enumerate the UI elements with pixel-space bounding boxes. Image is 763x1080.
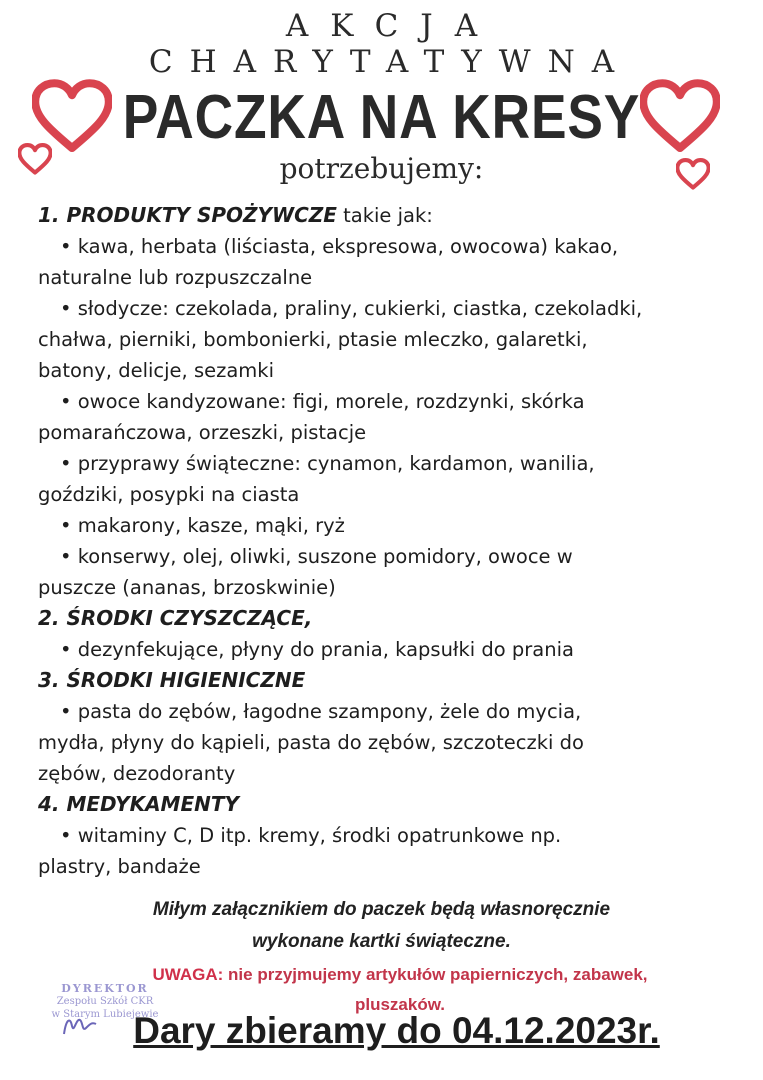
list-item: • witaminy C, D itp. kremy, środki opatrunkowe np.	[60, 824, 562, 847]
page-title: PACZKA NA KRESY	[122, 83, 641, 152]
list-item: • makarony, kasze, mąki, ryż	[60, 514, 345, 537]
list-item: mydła, płyny do kąpieli, pasta do zębów, szczoteczki do	[38, 731, 584, 754]
list-item: • dezynfekujące, płyny do prania, kapsułki do prania	[60, 638, 574, 661]
list-item: • konserwy, olej, oliwki, suszone pomidory, owoce w	[60, 545, 573, 568]
list-item: • przyprawy świąteczne: cynamon, kardamon, wanilia,	[60, 452, 595, 475]
section-heading: 1. PRODUKTY SPOŻYWCZE takie jak:	[38, 203, 433, 227]
heart-small-icon	[18, 143, 52, 175]
list-item: • słodycze: czekolada, praliny, cukierki, ciastka, czekoladki,	[60, 297, 643, 320]
heart-small-icon	[676, 158, 710, 190]
list-item: pomarańczowa, orzeszki, pistacje	[38, 421, 367, 444]
list-item: goździki, posypki na ciasta	[38, 483, 300, 506]
warning-text: nie przyjmujemy artykułów papierniczych, zabawek,	[223, 965, 648, 984]
deadline: Dary zbieramy do 04.12.2023r.	[133, 1010, 660, 1051]
heart-icon	[640, 78, 720, 154]
list-item: batony, delicje, sezamki	[38, 359, 274, 382]
needs-list	[38, 200, 738, 882]
list-item: • kawa, herbata (liściasta, ekspresowa, owocowa) kakao,	[60, 235, 619, 258]
list-item: puszcze (ananas, brzoskwinie)	[38, 576, 336, 599]
page-subtitle: potrzebujemy:	[279, 152, 484, 185]
section-heading: 3. ŚRODKI HIGIENICZNE	[38, 668, 306, 692]
list-item: plastry, bandaże	[38, 855, 201, 878]
footer-note-line2: wykonane kartki świąteczne.	[252, 931, 511, 952]
section-heading: 4. MEDYKAMENTY	[38, 792, 239, 816]
warning-text-cont: pluszaków.	[354, 995, 446, 1014]
section-heading: 2. ŚRODKI CZYSZCZĄCE,	[38, 606, 313, 630]
list-item: zębów, dezodoranty	[38, 762, 236, 785]
director-stamp: DYREKTOR Zespołu Szkół CKR w Starym Lubiejewie	[51, 982, 159, 1020]
list-item: • owoce kandyzowane: figi, morele, rozdzynki, skórka	[60, 390, 585, 413]
header-charytatywna: CHARYTATYWNA	[148, 44, 632, 80]
list-item: naturalne lub rozpuszczalne	[38, 266, 313, 289]
list-item: • pasta do zębów, łagodne szampony, żele do mycia,	[60, 700, 582, 723]
warning-key: UWAGA:	[152, 965, 224, 984]
footer-note-line1: Miłym załącznikiem do paczek będą własnoręcznie	[152, 899, 611, 920]
header-akcja: AKCJA	[285, 8, 500, 44]
list-item: chałwa, pierniki, bombonierki, ptasie mleczko, galaretki,	[38, 328, 588, 351]
